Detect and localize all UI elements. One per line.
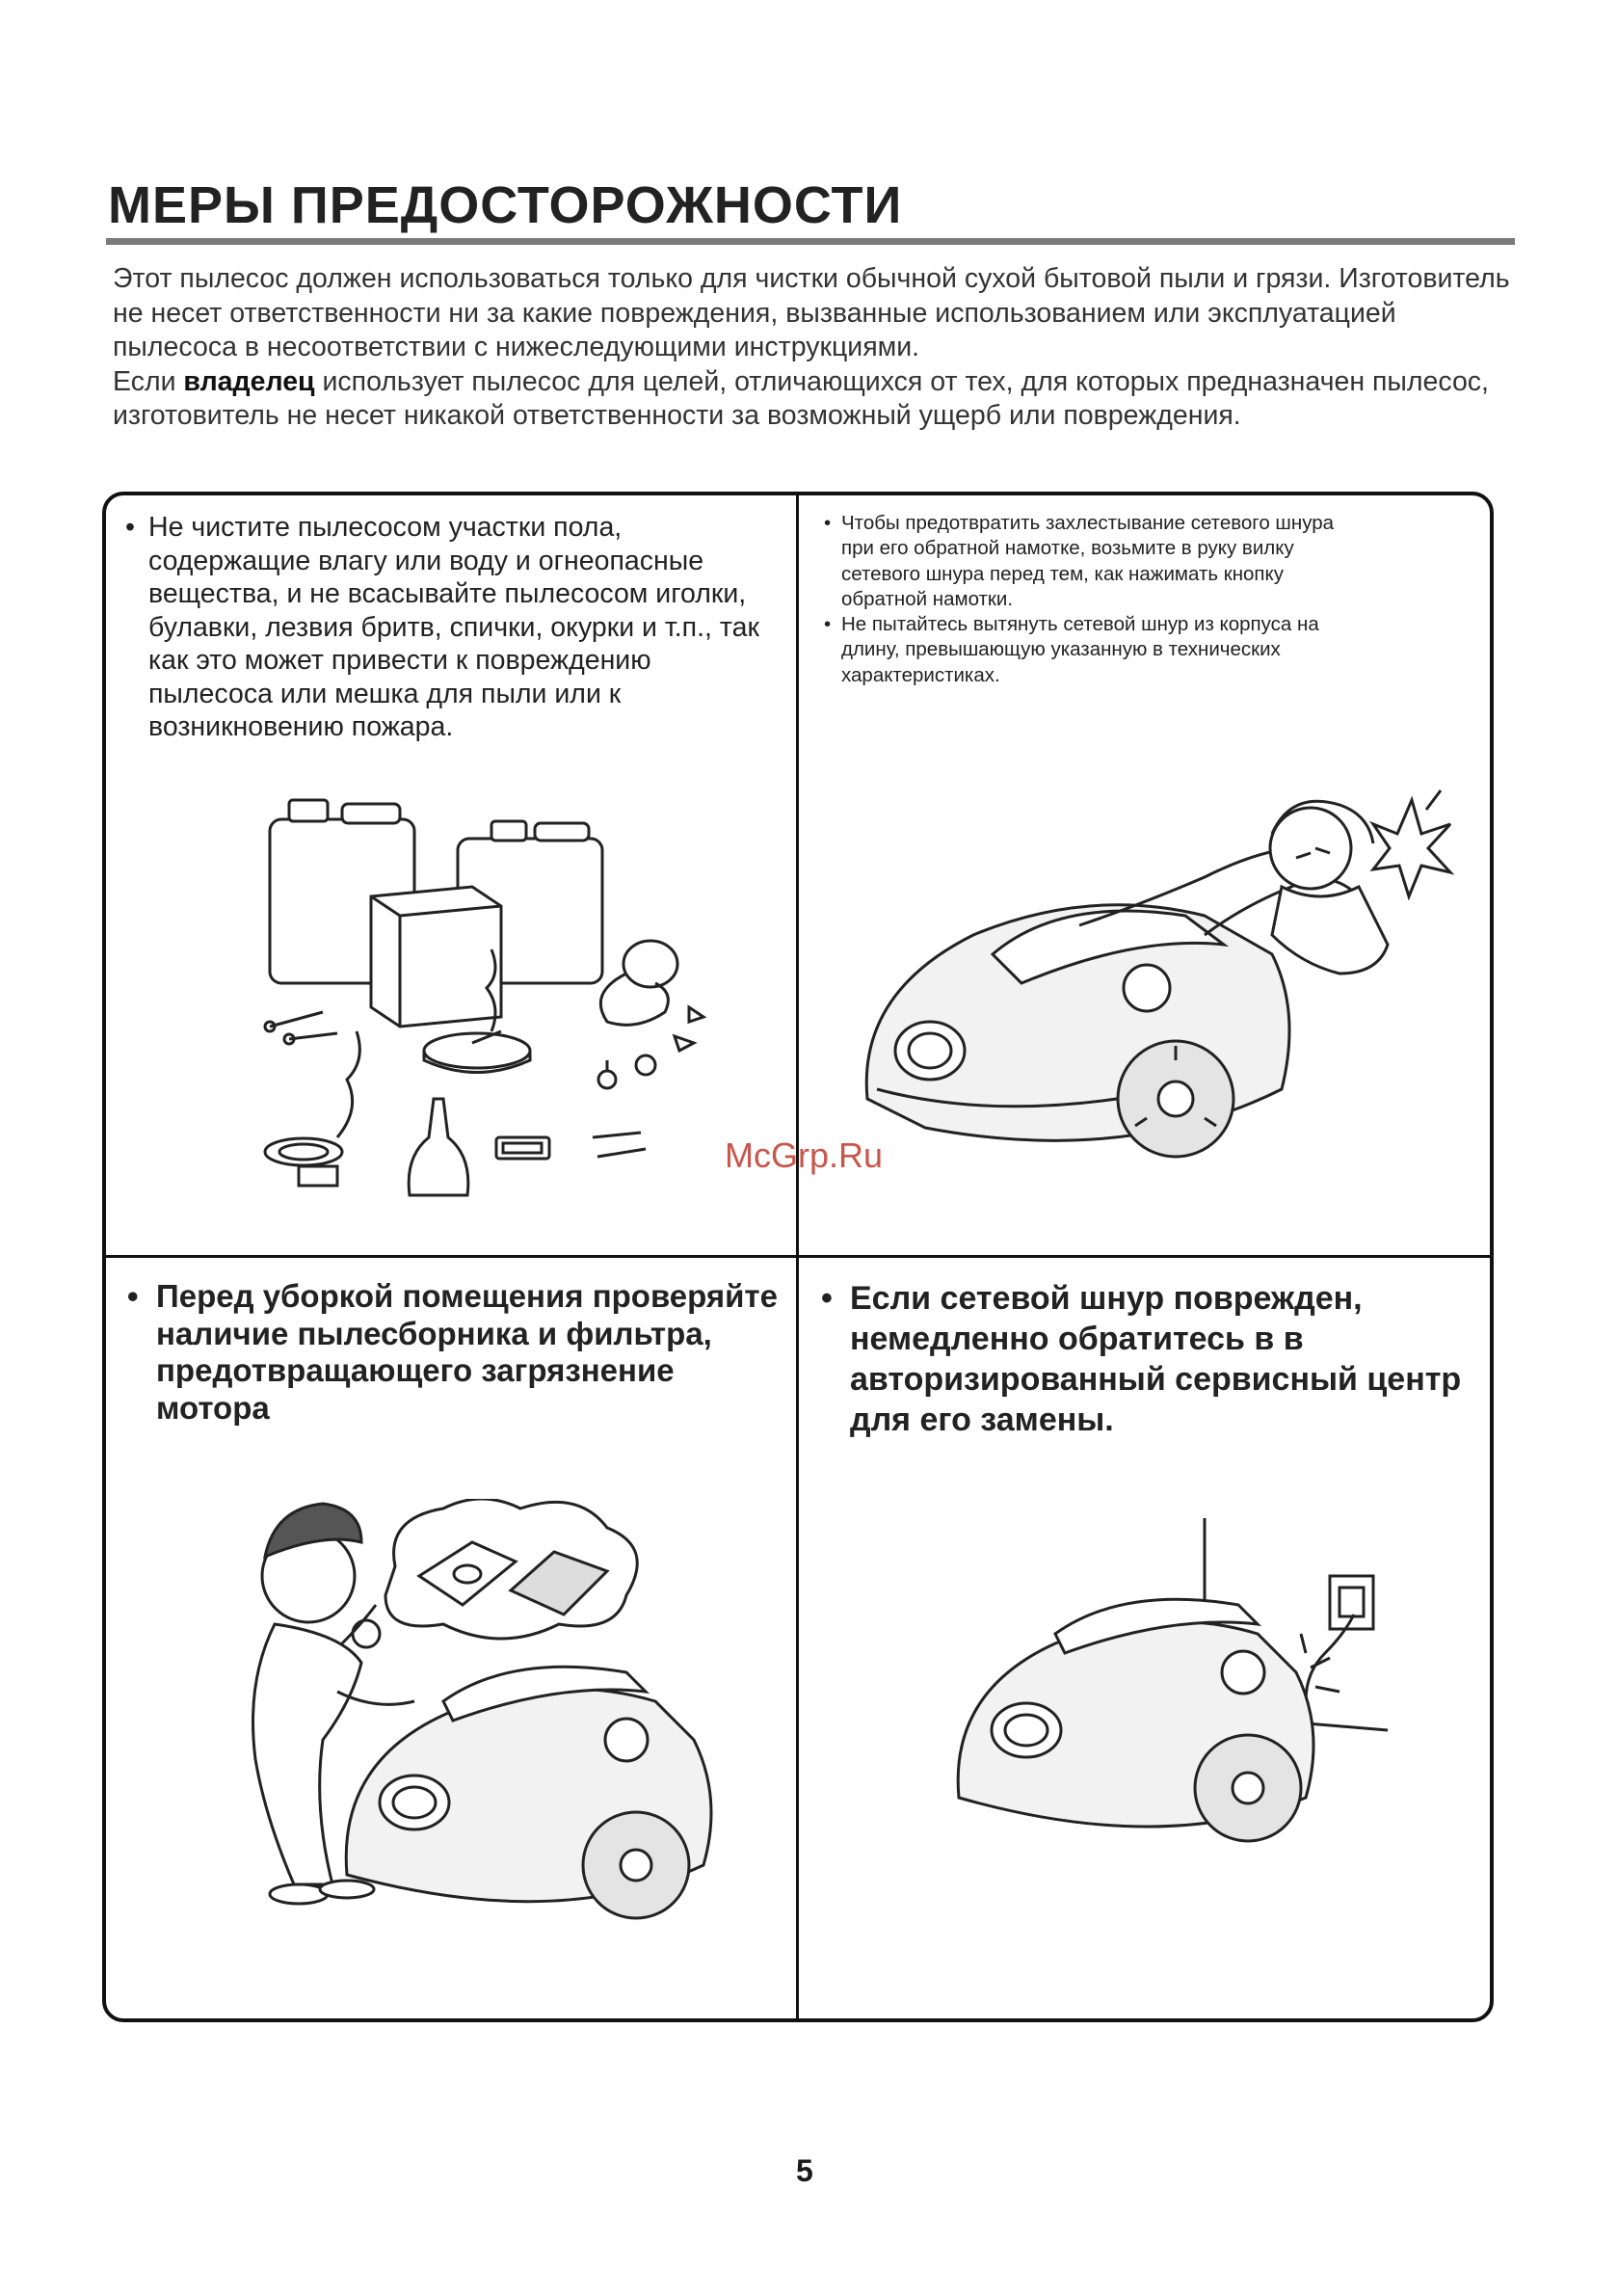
page-title: МЕРЫ ПРЕДОСТОРОЖНОСТИ xyxy=(108,176,903,234)
dustbag-check-warning xyxy=(127,1278,782,1427)
frame-horizontal-divider xyxy=(104,1255,1492,1258)
damaged-cord-illustration xyxy=(949,1518,1412,1865)
page-number: 5 xyxy=(796,2153,813,2188)
watermark: McGrp.Ru xyxy=(725,1135,884,1175)
cord-rewind-instruction: • Чтобы предотвратить захлестывание сетевого шнура при его обратной намотке, возьмите в руку вилку сетевого шнура перед тем, как нажимать кнопку обратной намотки. xyxy=(824,511,1364,612)
dustbag-check-text: • Перед уборкой помещения проверяйте наличие пылесборника и фильтра, предотвращающего загрязнение мотора xyxy=(127,1278,782,1427)
intro-p2-start: Если xyxy=(113,365,184,397)
warning-hazardous-materials-text: • Не чистите пылесосом участки пола, содержащие влагу или воду и огнеопасные вещества, и не всасывайте пылесосом иголки, булавки, лезвия бритв, спички, окурки и т.п., так как это может привести к повреждению пылесоса или мешка для пыли или к возникновению пожара. xyxy=(125,511,761,744)
damaged-cord-text: • Если сетевой шнур поврежден, немедленно обратитесь в в авторизированный сервисный центр для его замены. xyxy=(821,1278,1476,1440)
intro-p2-end: использует пылесос для целей, отличающихся от тех, для которых предназначен пылесос, изготовитель не несет никакой ответственности за возможный ущерб или повреждения. xyxy=(113,365,1489,431)
hazardous-items-illustration xyxy=(251,790,732,1215)
intro-p2-owner: владелец xyxy=(183,365,315,397)
cord-whiplash-illustration xyxy=(858,781,1455,1205)
cord-length-warning: • Не пытайтесь вытянуть сетевой шнур из корпуса на длину, превышающую указанную в технических характеристиках. xyxy=(824,612,1364,688)
title-underline xyxy=(106,238,1515,245)
intro-paragraph-1: Этот пылесос должен использоваться только для чистки обычной сухой бытовой пыли и грязи. Изготовитель не несет ответственности ни за какие повреждения, вызванные использованием или эксплуатацией пылесоса в несоответствии с нижеследующими инструкциями. xyxy=(113,263,1510,362)
intro-text xyxy=(113,262,1520,434)
cord-rewind-warnings xyxy=(824,511,1364,688)
intro-paragraph-2 xyxy=(113,365,1520,434)
warning-hazardous-materials xyxy=(125,511,761,744)
dustbag-check-illustration xyxy=(183,1499,723,1923)
damaged-cord-warning xyxy=(821,1278,1476,1440)
